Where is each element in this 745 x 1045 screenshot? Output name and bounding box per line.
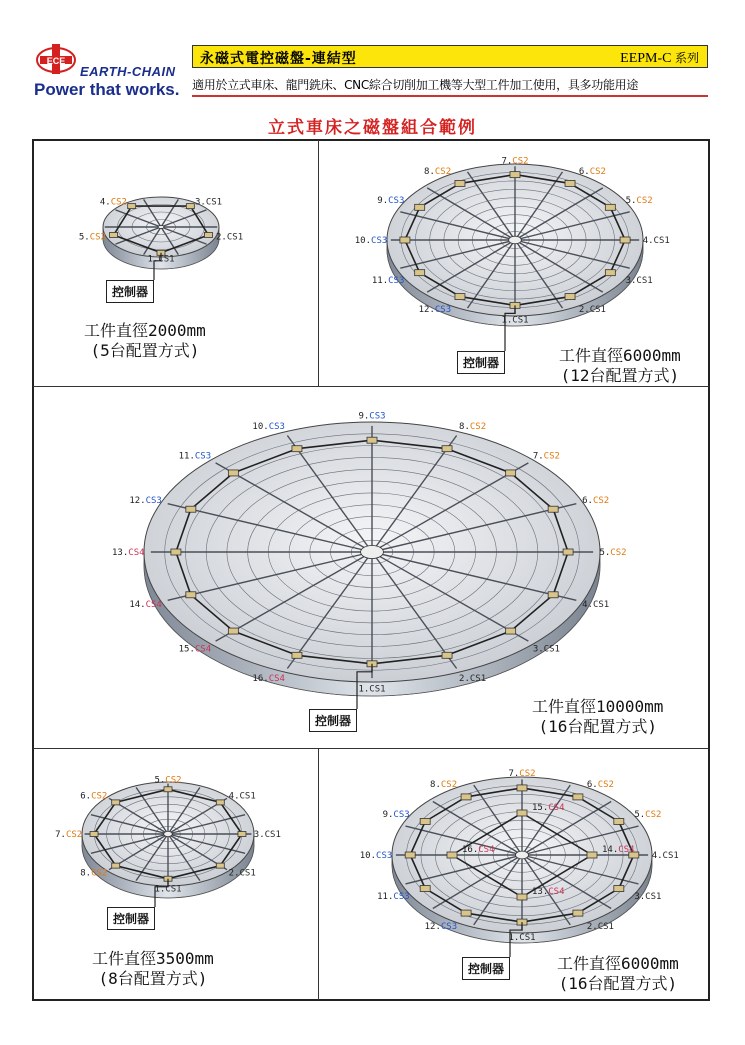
unit-label — [179, 452, 212, 462]
unit-number: 14. — [129, 600, 146, 611]
unit-label — [252, 674, 285, 684]
company-logo — [34, 42, 184, 102]
table-hub — [361, 546, 384, 559]
unit-label — [533, 452, 560, 462]
magnet-unit-icon — [455, 294, 465, 300]
unit-label — [377, 196, 404, 206]
unit-code: CS2 — [519, 769, 536, 780]
unit-label — [229, 869, 256, 879]
unit-number: 12. — [418, 305, 435, 316]
unit-label — [652, 851, 679, 861]
unit-label — [419, 305, 452, 315]
unit-code: CS2 — [589, 166, 606, 177]
section-title: 立式車床之磁盤組合範例 — [268, 118, 477, 138]
magnet-unit-icon — [614, 818, 624, 824]
panel-6000mm-12-units — [319, 141, 708, 385]
unit-code: CS1 — [662, 851, 679, 861]
panel-2000mm-5-units — [34, 141, 318, 385]
unit-code: CS3 — [194, 451, 212, 462]
unit-label — [643, 236, 670, 246]
unit-number: 11. — [178, 451, 195, 462]
panel-caption — [532, 697, 663, 737]
title-bar — [192, 45, 708, 68]
unit-number: 5. — [599, 548, 611, 558]
brand-slogan: Power that works. — [34, 80, 180, 99]
magnet-unit-icon — [510, 172, 520, 178]
unit-label — [377, 892, 410, 902]
unit-number: 15. — [532, 803, 549, 813]
magnet-unit-icon — [90, 832, 98, 837]
unit-label — [599, 548, 626, 558]
unit-label — [462, 845, 495, 855]
unit-number: 1. — [358, 684, 370, 695]
unit-number: 9. — [377, 196, 389, 207]
unit-label — [216, 233, 243, 243]
unit-label — [626, 276, 653, 286]
unit-label — [254, 830, 281, 840]
unit-label — [532, 887, 565, 897]
magnet-unit-icon — [216, 800, 224, 805]
unit-label — [100, 198, 127, 208]
magnet-unit-icon — [292, 652, 302, 658]
unit-number: 1. — [508, 932, 520, 943]
panel-6000mm-16-units — [319, 749, 708, 999]
unit-label — [154, 775, 181, 785]
unit-label — [358, 412, 385, 422]
unit-label — [587, 780, 614, 790]
panel-caption — [84, 321, 206, 361]
unit-number: 12. — [129, 495, 146, 506]
unit-code: CS1 — [636, 275, 653, 286]
magnet-unit-icon — [605, 270, 615, 276]
unit-number: 2. — [586, 921, 598, 932]
magnet-unit-icon — [228, 470, 238, 476]
magnet-unit-icon — [186, 592, 196, 598]
unit-label — [532, 803, 565, 813]
magnet-unit-icon — [186, 204, 194, 209]
unit-label — [430, 780, 457, 790]
magnet-unit-icon — [506, 470, 516, 476]
magnet-unit-icon — [128, 204, 136, 209]
unit-number: 7. — [55, 830, 66, 840]
unit-number: 4. — [582, 600, 593, 611]
unit-code: CS2 — [543, 451, 560, 462]
caption-config: (5台配置方式) — [90, 341, 200, 360]
unit-label — [372, 276, 405, 286]
table-hub — [158, 226, 164, 229]
unit-code: CS1 — [589, 305, 606, 316]
unit-code: CS3 — [268, 421, 285, 432]
magnet-unit-icon — [112, 863, 120, 868]
unit-code: CS1 — [645, 891, 662, 902]
unit-code: CS3 — [440, 921, 458, 932]
controller-box: 控制器 — [462, 957, 510, 980]
unit-number: 10. — [354, 236, 372, 246]
unit-code: CS3 — [376, 851, 393, 861]
unit-code: CS4 — [548, 887, 565, 897]
unit-code: CS1 — [205, 197, 223, 208]
unit-code: CS3 — [388, 196, 405, 207]
unit-number: 3. — [253, 830, 265, 840]
unit-code: CS1 — [653, 236, 670, 246]
unit-code: CS2 — [89, 232, 106, 243]
unit-label — [424, 167, 451, 177]
magnet-unit-icon — [292, 446, 302, 452]
caption-config: (8台配置方式) — [98, 969, 208, 988]
caption-diameter: 工件直徑2000mm — [84, 321, 206, 340]
unit-code: CS3 — [393, 810, 410, 821]
unit-number: 2. — [216, 232, 227, 243]
unit-label — [229, 791, 256, 801]
table-hub — [509, 236, 522, 244]
unit-number: 16. — [462, 845, 479, 855]
unit-label — [80, 791, 107, 801]
magnet-unit-icon — [447, 852, 457, 858]
unit-number: 7. — [508, 769, 520, 780]
magnet-unit-icon — [565, 294, 575, 300]
magnet-unit-icon — [620, 237, 630, 243]
unit-code: CS1 — [158, 254, 175, 265]
caption-config: (16台配置方式) — [558, 974, 678, 993]
unit-label — [459, 422, 486, 432]
unit-number: 3. — [634, 891, 646, 902]
magnet-unit-icon — [238, 832, 246, 837]
unit-number: 4. — [99, 197, 111, 208]
magnet-unit-icon — [461, 794, 471, 800]
unit-label — [508, 933, 535, 943]
unit-code: CS2 — [110, 197, 127, 208]
unit-number: 11. — [377, 891, 394, 902]
unit-code: CS1 — [165, 884, 182, 895]
unit-code: CS2 — [592, 495, 610, 506]
series-word: 系列 — [674, 51, 699, 65]
unit-label — [358, 684, 385, 694]
magnet-unit-icon — [573, 794, 583, 800]
magnet-unit-icon — [517, 894, 527, 900]
magnet-unit-icon — [228, 628, 238, 634]
unit-code: CS4 — [548, 803, 565, 813]
unit-code: CS2 — [469, 421, 487, 432]
magnet-unit-icon — [548, 506, 558, 512]
magnet-unit-icon — [400, 237, 410, 243]
unit-number: 16. — [252, 674, 269, 685]
unit-number: 5. — [154, 775, 166, 786]
unit-number: 8. — [430, 780, 441, 791]
magnet-unit-icon — [420, 886, 430, 892]
magnet-unit-icon — [112, 800, 120, 805]
unit-code: CS4 — [128, 548, 145, 558]
unit-label — [80, 869, 107, 879]
unit-code: CS1 — [369, 684, 386, 695]
magnet-unit-icon — [367, 437, 377, 443]
unit-number: 13. — [532, 887, 549, 897]
unit-label — [579, 305, 606, 315]
unit-code: CS2 — [91, 868, 108, 879]
unit-number: 10. — [252, 421, 269, 432]
magnet-unit-icon — [216, 863, 224, 868]
unit-code: CS4 — [268, 674, 285, 685]
unit-number: 5. — [634, 810, 646, 821]
unit-code: CS1 — [543, 644, 560, 655]
unit-number: 6. — [582, 495, 593, 506]
unit-number: 3. — [625, 275, 637, 286]
magnet-unit-icon — [442, 446, 452, 452]
magnet-unit-icon — [461, 910, 471, 916]
caption-diameter: 工件直徑3500mm — [92, 949, 214, 968]
unit-label — [508, 769, 535, 779]
unit-code: CS2 — [440, 780, 458, 791]
unit-label — [602, 845, 635, 855]
magnet-unit-icon — [614, 886, 624, 892]
magnet-unit-icon — [506, 628, 516, 634]
unit-code: CS2 — [512, 156, 529, 167]
unit-number: 4. — [642, 236, 654, 246]
caption-diameter: 工件直徑6000mm — [559, 346, 681, 365]
controller-box: 控制器 — [457, 351, 505, 374]
unit-number: 6. — [578, 166, 590, 177]
unit-number: 5. — [78, 232, 90, 243]
unit-label — [587, 922, 614, 932]
unit-code: CS2 — [91, 791, 108, 802]
unit-number: 2. — [578, 305, 590, 316]
panel-caption — [557, 954, 679, 994]
unit-code: CS2 — [65, 830, 83, 840]
unit-number: 8. — [80, 868, 92, 879]
unit-label — [195, 198, 222, 208]
unit-label — [179, 644, 212, 654]
unit-code: CS1 — [226, 232, 244, 243]
unit-label — [626, 196, 653, 206]
magnet-unit-icon — [110, 232, 118, 237]
unit-code: CS4 — [478, 845, 495, 855]
series-code: EEPM-C — [620, 51, 672, 66]
panel-caption — [92, 949, 214, 989]
controller-box: 控制器 — [309, 709, 357, 732]
unit-label — [425, 922, 458, 932]
unit-code: CS1 — [239, 791, 256, 802]
unit-label — [129, 600, 162, 610]
unit-code: CS1 — [239, 868, 256, 879]
unit-code: CS1 — [592, 600, 610, 611]
unit-number: 3. — [195, 197, 206, 208]
magnet-unit-icon — [415, 204, 425, 210]
magnet-unit-icon — [517, 785, 527, 791]
unit-label — [634, 810, 661, 820]
unit-number: 5. — [625, 196, 637, 207]
caption-diameter: 工件直徑6000mm — [557, 954, 679, 973]
magnet-unit-icon — [563, 549, 573, 555]
unit-code: CS3 — [145, 495, 162, 506]
logo-letters: ECE — [46, 56, 66, 66]
unit-code: CS2 — [597, 780, 614, 791]
unit-code: CS2 — [636, 196, 653, 207]
unit-number: 1. — [501, 315, 513, 326]
unit-label — [579, 167, 606, 177]
panel-caption — [559, 346, 681, 386]
unit-number: 7. — [532, 451, 544, 462]
unit-number: 1. — [154, 884, 166, 895]
caption-config: (12台配置方式) — [560, 366, 680, 385]
magnet-unit-icon — [164, 787, 172, 792]
unit-code: CS2 — [645, 810, 662, 821]
unit-number: 4. — [651, 851, 663, 861]
magnet-unit-icon — [171, 549, 181, 555]
unit-number: 11. — [371, 275, 389, 286]
caption-config: (16台配置方式) — [538, 717, 657, 736]
unit-label — [634, 892, 661, 902]
unit-label — [383, 810, 410, 820]
unit-code: CS1 — [264, 830, 281, 840]
unit-number: 10. — [359, 851, 377, 861]
table-hub — [516, 851, 529, 859]
unit-code: CS4 — [618, 845, 635, 855]
series-label — [620, 49, 699, 67]
magnet-unit-icon — [455, 180, 465, 186]
controller-box: 控制器 — [106, 280, 154, 303]
page-subtitle: 適用於立式車床、龍門銑床、CNC綜合切削加工機等大型工件加工使用，具多功能用途 — [192, 78, 639, 92]
panel-10000mm-16-units — [34, 387, 708, 747]
unit-label — [252, 422, 285, 432]
unit-label — [533, 644, 560, 654]
unit-number: 6. — [80, 791, 92, 802]
unit-label — [501, 156, 528, 166]
unit-code: CS1 — [512, 315, 529, 326]
magnet-unit-icon — [442, 652, 452, 658]
unit-code: CS1 — [519, 932, 536, 943]
unit-code: CS3 — [393, 891, 410, 902]
unit-number: 2. — [228, 868, 240, 879]
unit-number: 8. — [459, 421, 470, 432]
panel-3500mm-8-units — [34, 749, 318, 999]
unit-code: CS3 — [388, 275, 405, 286]
unit-number: 9. — [382, 810, 394, 821]
unit-label — [459, 674, 486, 684]
unit-code: CS1 — [597, 921, 614, 932]
unit-label — [582, 600, 609, 610]
magnet-unit-icon — [204, 232, 212, 237]
unit-number: 13. — [112, 548, 129, 558]
unit-label — [79, 233, 106, 243]
unit-number: 1. — [147, 254, 159, 265]
unit-label — [129, 496, 162, 506]
magnetic-table-diagram — [34, 387, 708, 747]
controller-box: 控制器 — [107, 907, 155, 930]
unit-label — [55, 830, 82, 840]
unit-code: CS2 — [610, 548, 627, 558]
subtitle-underline — [192, 95, 708, 97]
unit-number: 14. — [602, 845, 619, 855]
unit-number: 7. — [501, 156, 513, 167]
ece-logo-icon — [36, 44, 76, 74]
unit-number: 15. — [178, 644, 195, 655]
unit-code: CS3 — [371, 236, 388, 246]
magnet-unit-icon — [405, 852, 415, 858]
unit-code: CS3 — [369, 411, 386, 422]
caption-diameter: 工件直徑10000mm — [532, 697, 664, 716]
magnet-unit-icon — [548, 592, 558, 598]
unit-label — [355, 236, 388, 246]
unit-label — [112, 548, 145, 558]
unit-code: CS2 — [165, 775, 182, 786]
unit-number: 6. — [586, 780, 598, 791]
page-title: 永磁式電控磁盤-連結型 — [200, 51, 357, 67]
magnet-unit-icon — [565, 180, 575, 186]
unit-code: CS4 — [194, 644, 212, 655]
unit-label — [582, 496, 609, 506]
magnet-unit-icon — [573, 910, 583, 916]
magnet-unit-icon — [420, 818, 430, 824]
magnet-unit-icon — [587, 852, 597, 858]
table-hub — [164, 831, 173, 836]
unit-number: 9. — [358, 411, 370, 422]
magnet-unit-icon — [605, 204, 615, 210]
unit-code: CS2 — [434, 166, 452, 177]
unit-number: 8. — [424, 166, 435, 177]
magnet-unit-icon — [186, 506, 196, 512]
brand-name: EARTH-CHAIN — [80, 64, 176, 79]
unit-number: 2. — [459, 674, 470, 685]
unit-code: CS1 — [469, 674, 487, 685]
unit-code: CS3 — [434, 305, 452, 316]
magnet-unit-icon — [517, 810, 527, 816]
magnet-unit-icon — [415, 270, 425, 276]
unit-number: 4. — [228, 791, 240, 802]
unit-number: 12. — [424, 921, 441, 932]
unit-code: CS4 — [145, 600, 162, 611]
unit-number: 3. — [532, 644, 544, 655]
unit-label — [360, 851, 393, 861]
